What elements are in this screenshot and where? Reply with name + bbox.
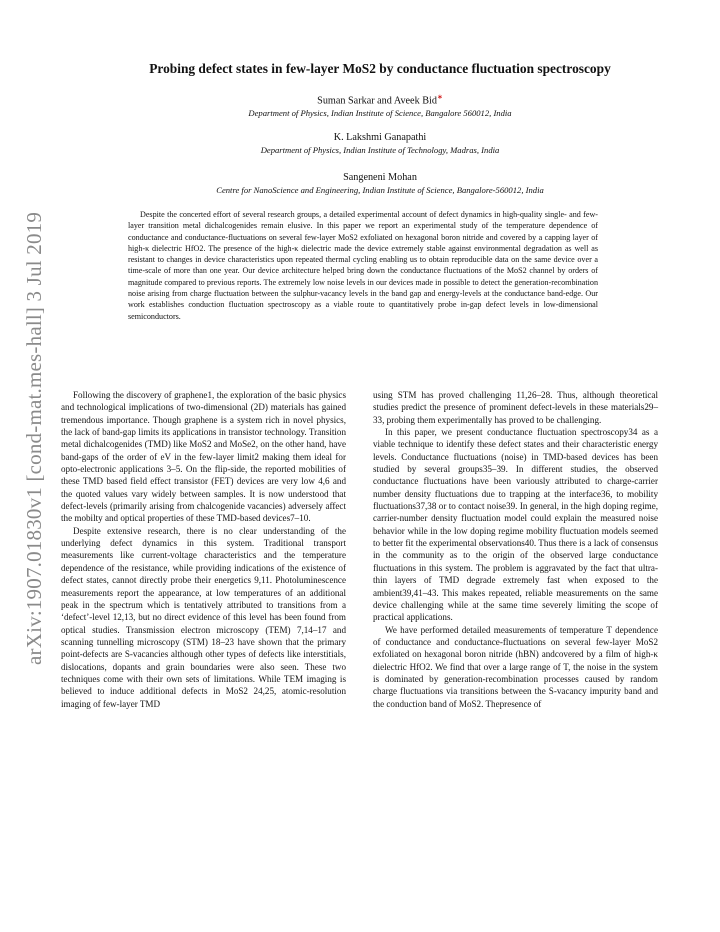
author-names-text: Suman Sarkar and Aveek Bid (317, 95, 437, 107)
corresponding-author-mark: ∗ (436, 93, 443, 101)
author-names (80, 91, 680, 107)
author-names: K. Lakshmi Ganapathi (333, 132, 427, 143)
abstract: Despite the concerted effort of several research groups, a detailed experimental account of defect dynamics in high-quality single- and few-layer transition metal dichalcogenides remain elusive. In this paper we report an experimental study of the temperature dependence of conductance and conductance-fluctuations on several few-layer MoS2 exfoliated on hexagonal boron nitride and covered by a capping layer of high-κ dielectric HfO2. The presence of the high-κ dielectric made the device extremely stable against environmental degradation as well as resistant to changes in device characteristics upon repeated thermal cycling enabling us to obtain reproducible data on the same device over a time-scale of more than one year. Our device architecture helped bring down the conductance fluctuations of the MoS2 channel by orders of magnitude compared to previous reports. The extremely low noise levels in our devices made in possible to detect the generation-recombination noise arising from charge fluctuation between the sulphur-vacancy levels in the band gap and energy-levels at the conductance band-edge. Our work establishes conduction fluctuation spectroscopy as a viable route to quantitatively probe in-gap defect levels in low-dimensional semiconductors. (128, 210, 598, 321)
paragraph: Following the discovery of graphene1, the exploration of the basic physics and technological implications of two-dimensional (2D) materials has gained tremendous importance. Though graphene is a system rich in novel physics, the lack of band-gap limits its applications in transistor technology. Transition metal dichalcogenides (TMD) like MoS2 and MoSe2, on the other hand, have band-gaps of the order of eV in the few-layer limit2 making them ideal for opto-electronic applications 3–5. On the flip-side, the reported mobilities of these TMD based field effect transistor (FET) devices are very low 4,6 and the quoted values vary widely between samples. It is now understood that defect-levels (primarily arising from chalcogenide vacancies) adversely affect the mobilty and optical properties of these TMD-based devices7–10. (61, 390, 346, 524)
author-group-2 (80, 131, 680, 156)
paragraph: In this paper, we present conductance fluctuation spectroscopy34 as a viable technique to identify these defect states and their characteristic energy levels. Conductance fluctuations (noise) in TMD-based devices has been studied by several groups35–39. In different studies, the observed conductance fluctuations have been variously attributed to charge-carrier number density fluctuations due to trapping at the interface36, to mobility fluctuations37,38 or to contact noise39. In general, in the high doping regime, carrier-number density fluctuation model could explain the measured noise behavior while in the low doping regime mobility fluctuation models seemed to better fit the experimental observations40. Thus there is a lack of consensus in the community as to the origin of the observed large conductance fluctuations in this system. The problem is aggravated by the fact that ultra-thin layers of TMD degrade extremely fast when exposed to the ambient39,41–43. This makes repeated, reliable measurements on the same device challenging while at the same time severely limiting the scope of practical applications. (373, 427, 658, 623)
author-names: Sangeneni Mohan (343, 172, 417, 183)
author-affiliation: Department of Physics, Indian Institute of Science, Bangalore 560012, India (248, 108, 512, 119)
paragraph: using STM has proved challenging 11,26–28. Thus, although theoretical studies predict the presence of prominent defect-levels in these materials29–33, probing them experimentally has proved to be challenging. (373, 390, 658, 425)
paper-title: Probing defect states in few-layer MoS2 by conductance fluctuation spectroscopy (149, 61, 611, 76)
arxiv-stamp: arXiv:1907.01830v1 [cond-mat.mes-hall] 3 Jul 2019 (22, 211, 46, 665)
paragraph: We have performed detailed measurements of temperature T dependence of conductance and conductance-fluctuations on several few-layer MoS2 exfoliated on hexagonal boron nitride (hBN) andcovered by a film of high-κ dielectric HfO2. We find that over a large range of T, the noise in the system is dominated by generation-recombination processes caused by random charge fluctuations via transitions between the S-vacancy impurity band and the conduction band of MoS2. Thepresence of (373, 624, 658, 709)
author-affiliation: Department of Physics, Indian Institute of Technology, Madras, India (260, 145, 500, 155)
author-group-3 (80, 171, 680, 196)
body-column-right (373, 389, 658, 710)
paragraph: Despite extensive research, there is no clear understanding of the underlying defect dynamics in this system. Traditional transport measurements like current-voltage characteristics and the temperature dependence of the resistance, while providing indications of the existence of defect states, cannot directly probe their energetics 9,11. Photoluminescence measurements report the appearance, at low temperatures of an additional peak in the spectrum which is tentatively attributed to transitions from a ‘defect’-level 12,13, but no direct evidence of this level has been found from optical studies. Transmission electron microscopy (TEM) 7,14–17 and scanning tunnelling microscopy (STM) 18–23 have shown that the primary point-defects are S-vacancies although other types of defects like interstitials, dislocations, dopants and grain boundaries were also seen. These two techniques come with their own sets of limitations. While TEM imaging is believed to induce additional defects in MoS2 24,25, atomic-resolution imaging of few-layer TMD (61, 525, 346, 709)
author-group-1 (80, 91, 680, 119)
author-affiliation: Centre for NanoScience and Engineering, Indian Institute of Science, Bangalore-560012, India (216, 185, 544, 195)
body-column-left (61, 389, 346, 710)
